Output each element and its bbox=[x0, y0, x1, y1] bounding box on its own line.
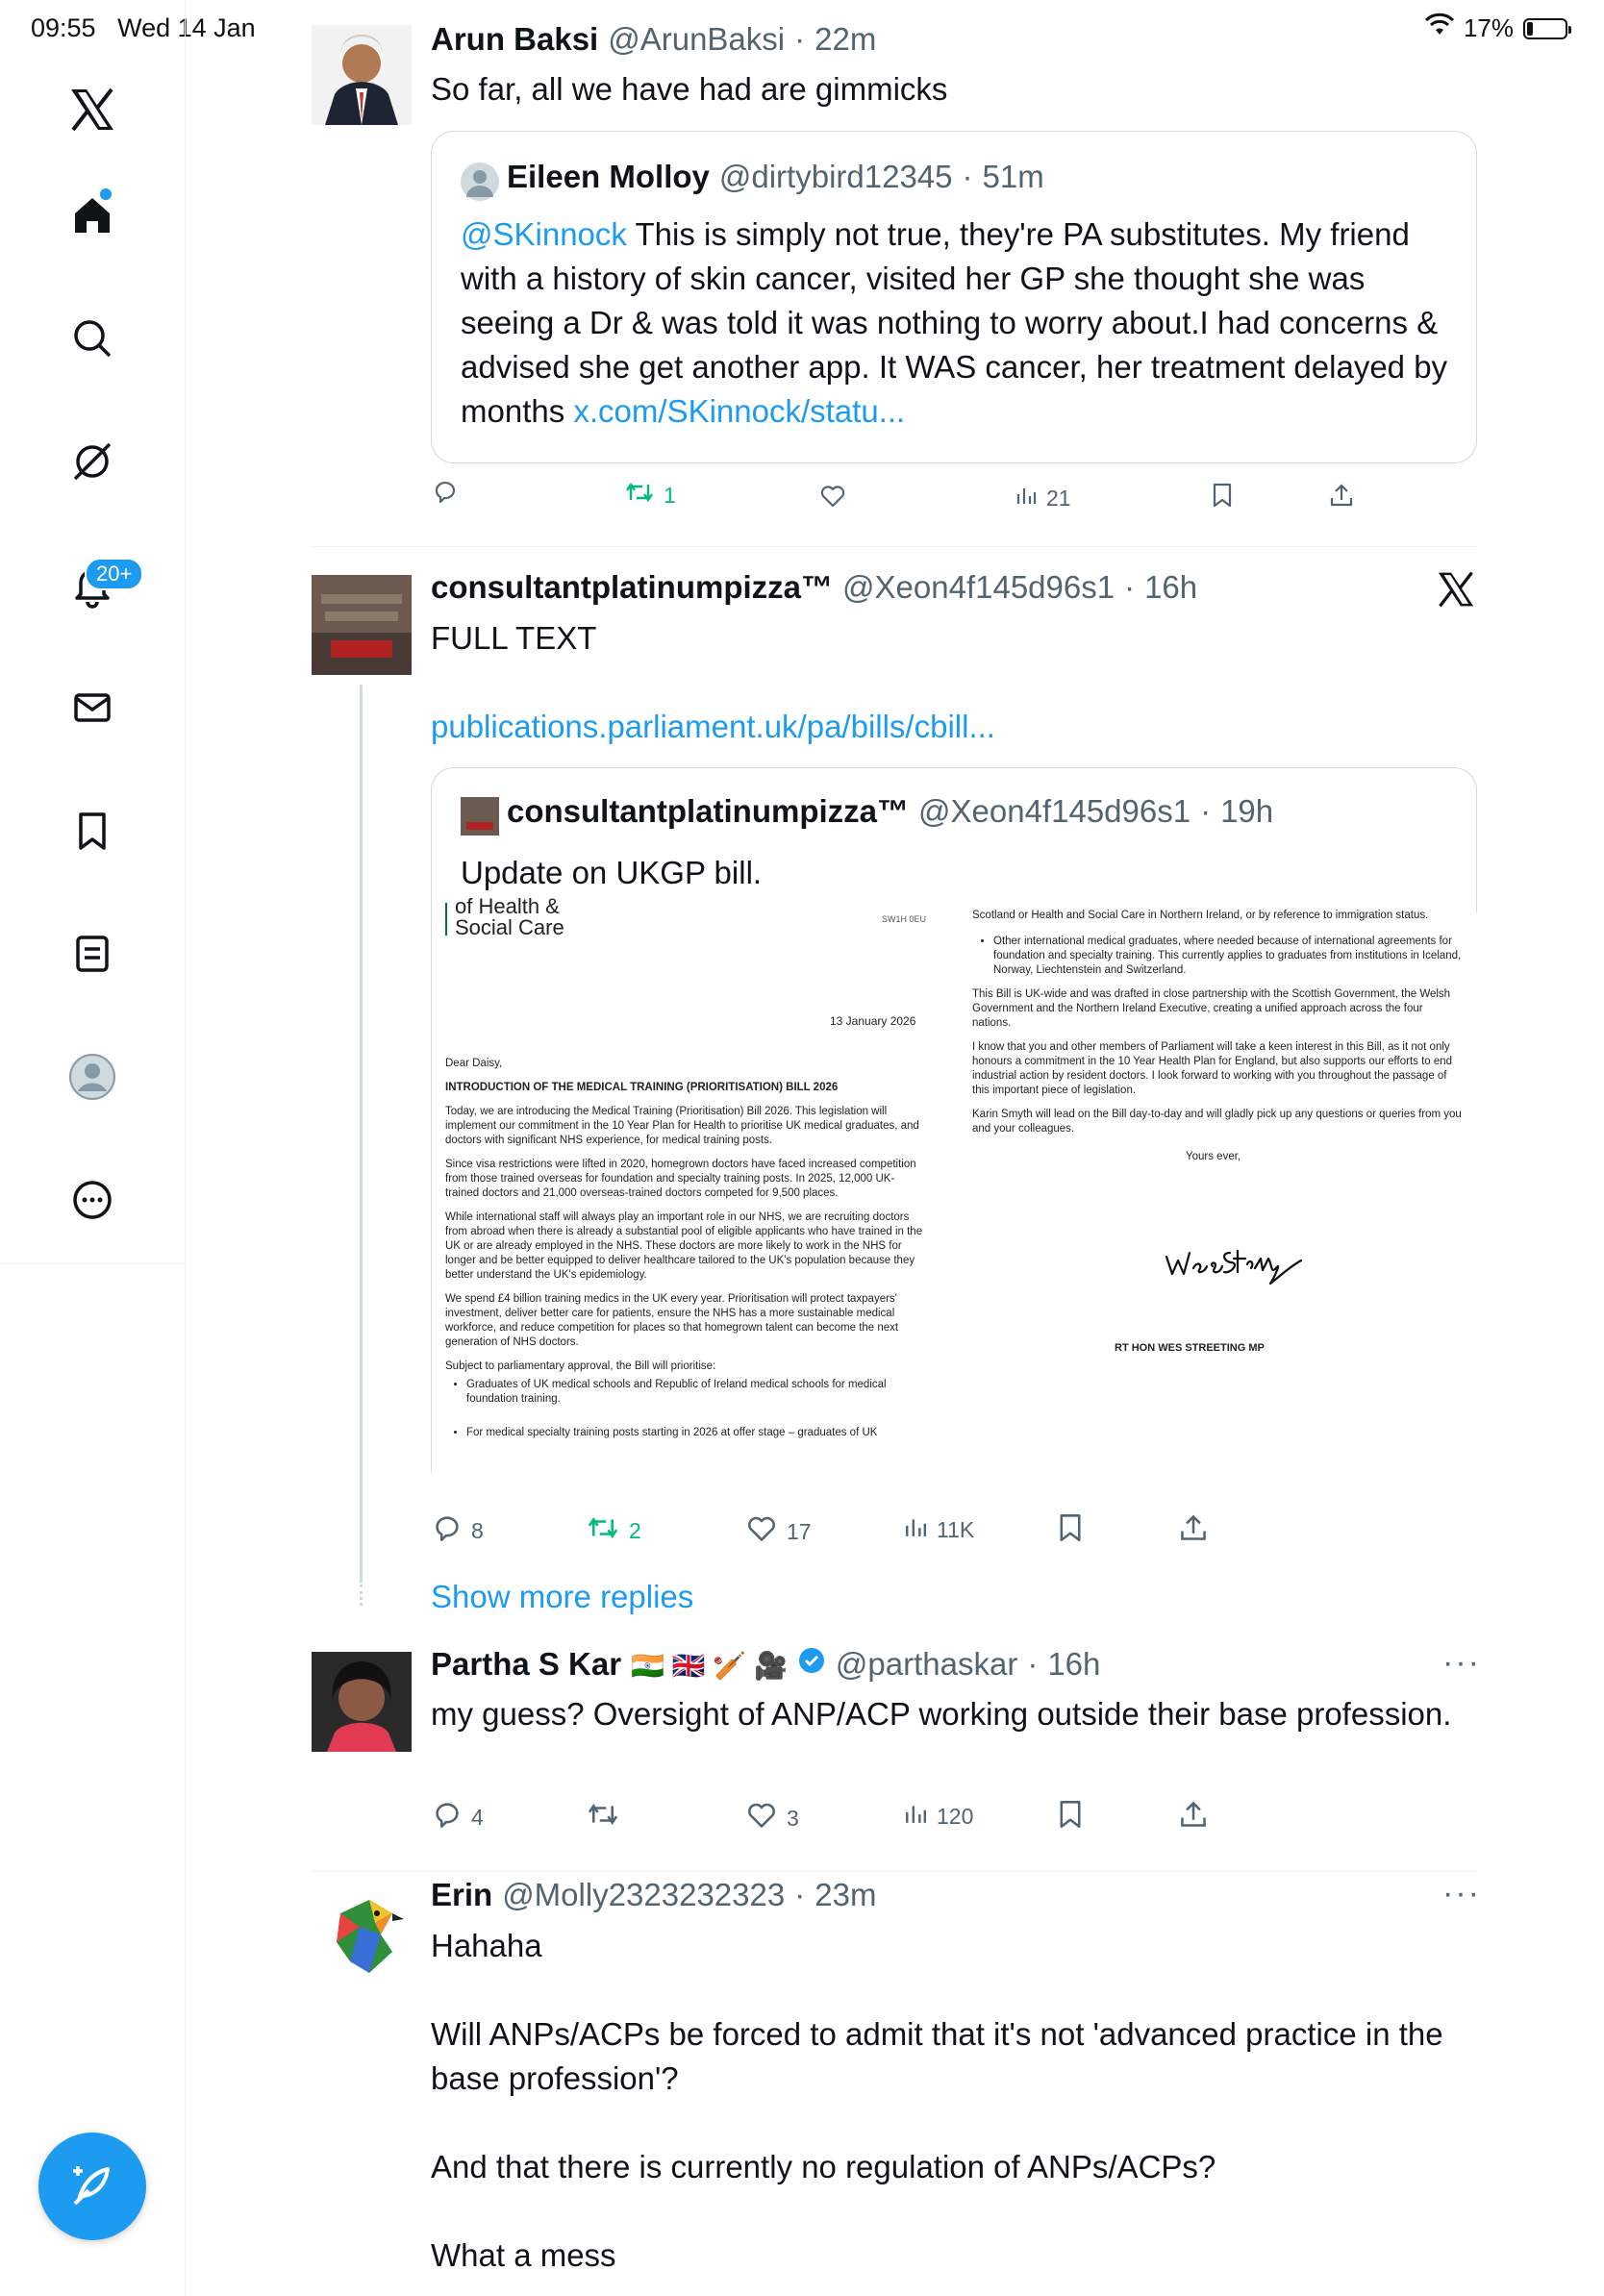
compose-button[interactable] bbox=[38, 2133, 146, 2240]
sidebar-item-search[interactable] bbox=[63, 312, 121, 369]
bookmark-icon bbox=[1058, 1800, 1083, 1834]
tweet-divider bbox=[312, 1871, 1477, 1872]
letter-paragraph: Subject to parliamentary approval, the Bill will prioritise: bbox=[445, 1360, 716, 1372]
battery-level bbox=[1527, 22, 1533, 36]
views-button[interactable] bbox=[904, 1802, 973, 1831]
views-icon bbox=[904, 1515, 927, 1544]
separator-dot: · bbox=[1027, 1646, 1039, 1682]
notifications-badge: 20+ bbox=[85, 558, 143, 590]
sidebar-item-grok[interactable] bbox=[63, 435, 121, 492]
reply-button[interactable] bbox=[433, 479, 458, 510]
timestamp[interactable]: 16h bbox=[1144, 569, 1198, 605]
letter-heading: INTRODUCTION OF THE MEDICAL TRAINING (PRIORITISATION) BILL 2026 bbox=[445, 1082, 839, 1093]
dept-name: Social Care bbox=[455, 915, 564, 939]
home-notification-dot bbox=[100, 188, 112, 200]
author-handle: @dirtybird12345 bbox=[718, 159, 953, 194]
letter-paragraph: Since visa restrictions were lifted in 2020, homegrown doctors have faced increased competition from those trained overseas for foundation and specialty training posts. In 2025, 12,000 UK-trained doctors and 21,000 overseas-trained doctors competed for 9,500 places. bbox=[445, 1159, 916, 1199]
paragraph-gap bbox=[431, 1968, 1479, 2012]
search-icon bbox=[71, 317, 113, 364]
bookmark-icon bbox=[1058, 1513, 1083, 1548]
author-handle[interactable]: @ArunBaksi bbox=[608, 21, 786, 57]
sidebar-item-profile[interactable] bbox=[63, 1050, 121, 1108]
sidebar-item-messages[interactable] bbox=[63, 681, 121, 738]
status-right bbox=[1425, 13, 1567, 43]
tweet-paragraph: Will ANPs/ACPs be forced to admit that it's not 'advanced practice in the base profession'? bbox=[431, 2016, 1443, 2096]
views-button[interactable] bbox=[1015, 485, 1071, 512]
repost-count: 2 bbox=[629, 1517, 641, 1543]
separator-dot: · bbox=[794, 21, 806, 57]
like-button[interactable] bbox=[746, 1802, 799, 1834]
tweet-paragraph: Hahaha bbox=[431, 1928, 542, 1963]
compose-feather-icon bbox=[65, 2158, 119, 2216]
letter-signoff: Yours ever, bbox=[1186, 1151, 1241, 1162]
more-options-icon[interactable]: ··· bbox=[1442, 1644, 1481, 1681]
tweet-text: FULL TEXT bbox=[431, 620, 597, 656]
letter-paragraph: Karin Smyth will lead on the Bill day-to-day and will gladly pick up any questions or queries from you and your colleagues. bbox=[972, 1109, 1462, 1135]
signatory: RT HON WES STREETING MP bbox=[1115, 1342, 1265, 1354]
repost-icon bbox=[625, 481, 654, 510]
dept-name-top: of Health & bbox=[455, 894, 560, 918]
x-logo-icon bbox=[1437, 571, 1475, 612]
timestamp[interactable]: 16h bbox=[1047, 1646, 1101, 1682]
quoted-tweet[interactable] bbox=[431, 131, 1477, 463]
reply-icon bbox=[433, 479, 458, 510]
thread-dots bbox=[360, 1585, 365, 1606]
repost-button[interactable] bbox=[587, 1515, 641, 1546]
bookmark-button[interactable] bbox=[1058, 1513, 1083, 1548]
like-count: 17 bbox=[787, 1518, 812, 1544]
letter-bullet: • Graduates of UK medical schools and Republic of Ireland medical schools for medical foundation training. bbox=[466, 1378, 926, 1407]
bookmark-icon bbox=[71, 810, 113, 857]
reply-icon bbox=[433, 1800, 462, 1834]
mention-link[interactable]: @SKinnock bbox=[461, 216, 627, 252]
salutation: Dear Daisy, bbox=[445, 1058, 503, 1069]
letter-right-column bbox=[972, 909, 1463, 1174]
tweet-text: So far, all we have had are gimmicks bbox=[431, 71, 948, 107]
list-icon bbox=[71, 933, 113, 980]
avatar bbox=[461, 162, 499, 201]
heart-icon bbox=[746, 1515, 777, 1548]
share-button[interactable] bbox=[1179, 1513, 1208, 1548]
letter-bullets bbox=[445, 1378, 926, 1440]
views-icon bbox=[1015, 485, 1037, 512]
x-logo-icon[interactable] bbox=[63, 81, 121, 138]
heart-icon bbox=[746, 1802, 777, 1834]
verified-badge-icon bbox=[797, 1646, 826, 1680]
bookmark-icon bbox=[1212, 483, 1233, 513]
status-link[interactable]: x.com/SKinnock/statu... bbox=[573, 393, 906, 429]
avatar[interactable] bbox=[312, 1884, 412, 1984]
letter-paragraph: We spend £4 billion training medics in the UK every year. Prioritisation will protect taxpayers' investment, deliver better care for patients, ensure the NHS has a more sustainable medical workforce, and reduce competition for places so that homegrown talent can become the next generation of NHS doctors. bbox=[445, 1293, 899, 1348]
more-circle-icon bbox=[71, 1179, 113, 1226]
grok-icon bbox=[71, 440, 113, 487]
home-icon bbox=[71, 194, 113, 241]
paragraph-gap bbox=[431, 2101, 1479, 2145]
separator-dot: · bbox=[1200, 793, 1212, 829]
quoted-tweet[interactable] bbox=[431, 767, 1477, 1490]
signature-image bbox=[1163, 1239, 1307, 1292]
views-count: 21 bbox=[1046, 485, 1071, 511]
paragraph-gap bbox=[431, 2189, 1479, 2234]
sidebar-item-more[interactable] bbox=[63, 1173, 121, 1231]
views-icon bbox=[904, 1802, 927, 1831]
like-button[interactable] bbox=[746, 1515, 812, 1548]
tweet-header bbox=[431, 1646, 1100, 1683]
views-count: 120 bbox=[937, 1803, 974, 1829]
reply-count: 8 bbox=[471, 1517, 484, 1543]
avatar bbox=[461, 797, 499, 836]
reply-button[interactable] bbox=[433, 1513, 484, 1548]
show-more-replies-link[interactable]: Show more replies bbox=[431, 1579, 694, 1614]
letter-bullet: • For medical specialty training posts starting in 2026 at offer stage – graduates of UK bbox=[466, 1426, 926, 1440]
letter-image[interactable] bbox=[432, 894, 1478, 1491]
bookmark-button[interactable] bbox=[1058, 1800, 1083, 1834]
letter-bullets bbox=[972, 935, 1463, 978]
quote-body: This is simply not true, they're PA substitutes. My friend with a history of skin cancer, visited her GP she thought she was seeing a Dr & was told it was nothing to worry about.I had concerns & advised she get another app. It WAS cancer, her treatment delayed by months bbox=[461, 216, 1448, 429]
mail-icon bbox=[71, 686, 113, 734]
avatar[interactable] bbox=[312, 575, 412, 675]
reply-button[interactable] bbox=[433, 1800, 484, 1834]
avatar[interactable] bbox=[312, 25, 412, 125]
separator-dot: · bbox=[794, 1877, 806, 1912]
author-name[interactable]: Erin bbox=[431, 1877, 493, 1912]
tweet-header bbox=[431, 569, 1197, 606]
quote-header bbox=[507, 793, 1273, 830]
letter-paragraph: While international staff will always play an important role in our NHS, we are recruiting doctors from abroad when there is already a substantial pool of eligible applicants who have trained in the UK or are already employed in the NHS. These doctors are more likely to work in the NHS for longer and be better equipped to deliver healthcare tailored to the UK's population because they better understand the UK's epidemiology. bbox=[445, 1211, 923, 1281]
tweet-divider bbox=[312, 546, 1477, 547]
separator-dot: · bbox=[962, 159, 973, 194]
letter-left-column bbox=[445, 1057, 926, 1446]
share-icon bbox=[1179, 1513, 1208, 1548]
repost-button[interactable] bbox=[587, 1802, 619, 1833]
reply-icon bbox=[433, 1513, 462, 1548]
timestamp: 51m bbox=[982, 159, 1044, 194]
views-button[interactable] bbox=[904, 1515, 974, 1544]
heart-icon bbox=[819, 485, 846, 513]
like-count: 3 bbox=[787, 1805, 799, 1831]
tweet-header bbox=[431, 21, 876, 58]
views-count: 11K bbox=[937, 1516, 975, 1542]
bookmark-button[interactable] bbox=[1212, 483, 1233, 513]
letter-paragraph: Scotland or Health and Social Care in Northern Ireland, or by reference to immigration status. bbox=[972, 910, 1429, 921]
repost-count: 1 bbox=[664, 482, 676, 508]
status-clock: 09:55 bbox=[31, 13, 96, 42]
author-name: consultantplatinumpizza™ bbox=[507, 793, 910, 829]
letter-bullet: • Other international medical graduates, where needed because of international agreements for foundation and specialty training. This currently applies to graduates from institutions in Iceland, Norway, Liechtenstein and Switzerland. bbox=[993, 935, 1463, 978]
author-handle[interactable]: @Molly2323232323 bbox=[502, 1877, 786, 1912]
repost-icon bbox=[587, 1515, 619, 1546]
share-icon bbox=[1329, 483, 1354, 513]
sidebar-item-home[interactable] bbox=[63, 188, 121, 246]
battery-percent: 17% bbox=[1463, 13, 1514, 42]
tweet-header bbox=[431, 1877, 876, 1913]
sidebar-item-bookmarks[interactable] bbox=[63, 804, 121, 861]
more-options-icon[interactable]: ··· bbox=[1442, 1875, 1481, 1911]
letter-paragraph: Today, we are introducing the Medical Training (Prioritisation) Bill 2026. This legislation will implement our commitment in the 10 Year Plan for Health to prioritise UK medical graduates, and doctors with significant NHS experience, for medical training posts. bbox=[445, 1106, 919, 1146]
timestamp[interactable]: 22m bbox=[815, 21, 877, 57]
repost-button[interactable] bbox=[625, 481, 676, 510]
tweet-paragraph: What a mess bbox=[431, 2237, 616, 2273]
timestamp: 19h bbox=[1220, 793, 1274, 829]
reply-count: 4 bbox=[471, 1804, 484, 1830]
timestamp[interactable]: 23m bbox=[815, 1877, 877, 1912]
wifi-icon bbox=[1425, 13, 1454, 43]
thread-line bbox=[360, 685, 363, 1583]
author-name[interactable]: consultantplatinumpizza™ bbox=[431, 569, 834, 605]
author-emoji-flags: 🇮🇳 🇬🇧 🏏 🎥 bbox=[631, 1651, 788, 1681]
letter-date: 13 January 2026 bbox=[830, 1014, 916, 1028]
tweet-text: my guess? Oversight of ANP/ACP working outside their base profession. bbox=[431, 1696, 1452, 1732]
avatar[interactable] bbox=[312, 1652, 412, 1752]
sidebar-divider bbox=[0, 1263, 185, 1264]
author-name[interactable]: Arun Baksi bbox=[431, 21, 599, 57]
share-button[interactable] bbox=[1179, 1800, 1208, 1834]
quote-text bbox=[461, 212, 1451, 434]
author-handle[interactable]: @Xeon4f145d96s1 bbox=[842, 569, 1115, 605]
sidebar-item-lists[interactable] bbox=[63, 927, 121, 985]
letter-paragraph: This Bill is UK-wide and was drafted in close partnership with the Scottish Government, the Welsh Government and the Northern Ireland Executive, creating a unified approach across the four nations. bbox=[972, 988, 1451, 1029]
share-button[interactable] bbox=[1329, 483, 1354, 513]
tweet-text bbox=[431, 1924, 1479, 2278]
separator-dot: · bbox=[1124, 569, 1136, 605]
author-name: Eileen Molloy bbox=[507, 159, 710, 194]
quote-header bbox=[507, 159, 1044, 195]
tweet-paragraph: And that there is currently no regulation of ANPs/ACPs? bbox=[431, 2149, 1216, 2184]
like-button[interactable] bbox=[819, 485, 846, 513]
repost-icon bbox=[587, 1802, 619, 1833]
battery-icon bbox=[1523, 18, 1567, 39]
author-handle: @Xeon4f145d96s1 bbox=[918, 793, 1191, 829]
letter-paragraph: I know that you and other members of Parliament will take a keen interest in this Bill, as it not only honours a commitment in the 10 Year Health Plan for England, but also supports our efforts to end industrial action by resident doctors. I look forward to working with you throughout the passage of this important piece of legislation. bbox=[972, 1041, 1453, 1096]
share-icon bbox=[1179, 1800, 1208, 1834]
postcode: SW1H 0EU bbox=[882, 914, 927, 924]
quote-text: Update on UKGP bill. bbox=[461, 855, 763, 890]
parliament-link[interactable]: publications.parliament.uk/pa/bills/cbill... bbox=[431, 709, 995, 744]
status-date: Wed 14 Jan bbox=[117, 13, 256, 42]
author-name[interactable]: Partha S Kar bbox=[431, 1646, 622, 1682]
author-handle[interactable]: @parthaskar bbox=[835, 1646, 1018, 1682]
profile-avatar-icon bbox=[68, 1053, 116, 1106]
